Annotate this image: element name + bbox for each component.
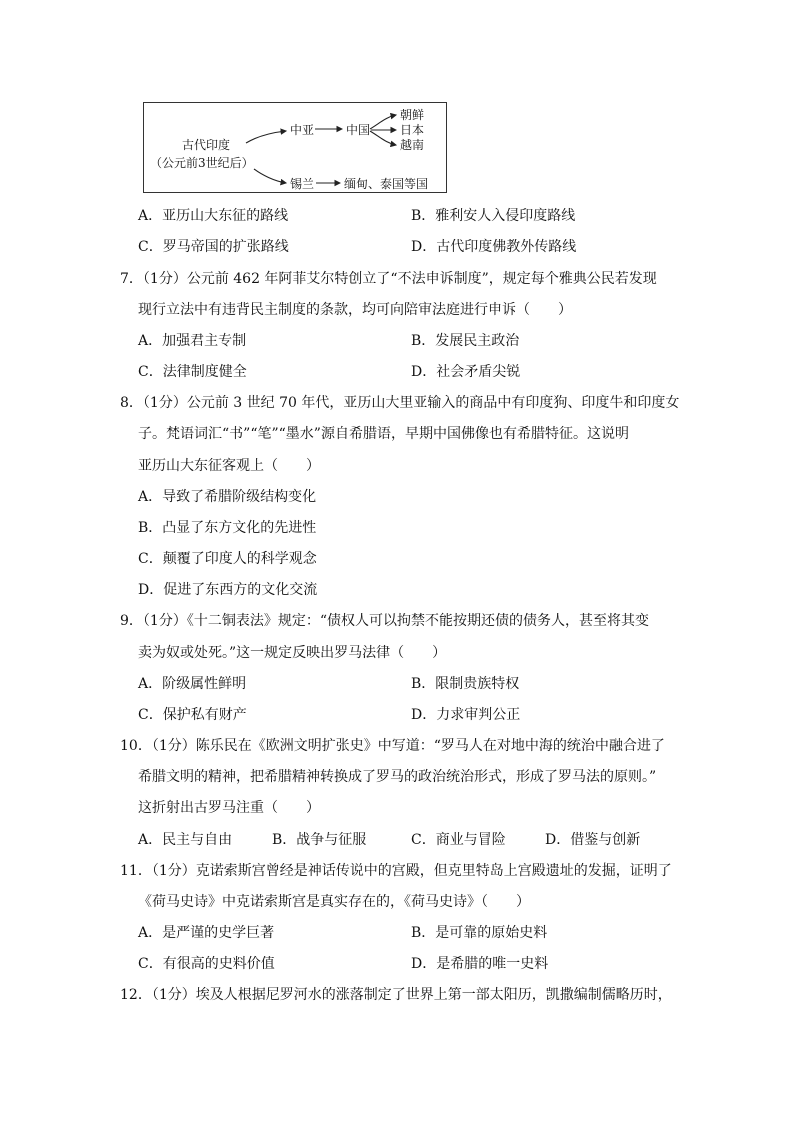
q8-stem-line1: 8．（1分）公元前 3 世纪 70 年代，亚历山大里亚输入的商品中有印度狗、印度牛和印度女: [120, 395, 680, 411]
q7-option-c: C．法律制度健全: [138, 364, 247, 380]
q6-option-c: C．罗马帝国的扩张路线: [138, 239, 289, 255]
diagram-origin-label: 古代印度: [182, 138, 231, 152]
q7-option-d: D．社会矛盾尖锐: [411, 364, 521, 380]
q11-stem-line1: 11．（1分）克诺索斯宫曾经是神话传说中的宫殿，但克里特岛上宫殿遗址的发掘，证明了: [120, 863, 672, 879]
q8-option-a: A．导致了希腊阶级结构变化: [138, 489, 317, 505]
q11-option-a: A．是严谨的史学巨著: [138, 925, 275, 941]
q7-option-b: B．发展民主政治: [411, 333, 520, 349]
q10-option-c: C．商业与冒险: [411, 832, 506, 848]
diagram-ceylon: 锡兰: [290, 177, 315, 191]
q6-option-a: A．亚历山大东征的路线: [138, 208, 289, 224]
diagram-china: 中国: [346, 123, 371, 137]
diagram-southeast: 缅甸、泰国等国: [344, 177, 429, 191]
q9-stem-line1: 9．（1分）《十二铜表法》规定：“债权人可以拘禁不能按期还债的债务人，甚至将其变: [120, 613, 649, 629]
q10-option-a: A．民主与自由: [138, 832, 233, 848]
q8-stem-line2: 子。梵语词汇“书”“笔”“墨水”源自希腊语，早期中国佛像也有希腊特征。这说明: [138, 426, 629, 442]
q9-option-a: A．阶级属性鲜明: [138, 676, 247, 692]
q9-stem-line2: 卖为奴或处死。”这一规定反映出罗马法律（ ）: [138, 645, 447, 661]
q10-stem-line3: 这折射出古罗马注重（ ）: [138, 800, 320, 816]
q7-stem-line1: 7．（1分）公元前 462 年阿菲艾尔特创立了“不法申诉制度”，规定每个雅典公民若发现: [120, 271, 657, 287]
arrow-india-central-asia: [246, 131, 286, 143]
diagram-central-asia: 中亚: [290, 123, 315, 137]
q11-option-d: D．是希腊的唯一史料: [411, 956, 549, 972]
q6-option-d: D．古代印度佛教外传路线: [411, 239, 577, 255]
q10-stem-line2: 希腊文明的精神，把希腊精神转换成了罗马的政治统治形式，形成了罗马法的原则。”: [138, 769, 657, 785]
q10-option-b: B．战争与征服: [272, 832, 367, 848]
diagram-vietnam: 越南: [400, 138, 425, 152]
diagram-japan: 日本: [400, 123, 425, 137]
q8-option-c: C．颠覆了印度人的科学观念: [138, 551, 317, 567]
q9-option-b: B．限制贵族特权: [411, 676, 520, 692]
q7-option-a: A．加强君主专制: [138, 333, 247, 349]
q8-option-b: B．凸显了东方文化的先进性: [138, 520, 317, 536]
spread-route-diagram: [143, 102, 447, 193]
arrow-china-korea: [370, 115, 396, 129]
diagram-korea: 朝鲜: [400, 108, 425, 122]
q9-option-c: C．保护私有财产: [138, 707, 247, 723]
diagram-origin-period: （公元前3世纪后）: [150, 156, 254, 170]
q8-option-d: D．促进了东西方的文化交流: [138, 582, 318, 598]
q11-option-b: B．是可靠的原始史料: [411, 925, 548, 941]
q10-option-d: D．借鉴与创新: [545, 832, 641, 848]
q12-stem-line1: 12．（1分）埃及人根据尼罗河水的涨落制定了世界上第一部太阳历，凯撒编制儒略历时，: [120, 987, 672, 1003]
q11-stem-line2: 《荷马史诗》中克诺索斯宫是真实存在的，《荷马史诗》（ ）: [138, 894, 530, 910]
q9-option-d: D．力求审判公正: [411, 707, 521, 723]
q10-stem-line1: 10．（1分）陈乐民在《欧洲文明扩张史》中写道：“罗马人在对地中海的统治中融合进了: [120, 738, 665, 754]
arrow-india-ceylon: [254, 169, 286, 183]
q7-stem-line2: 现行立法中有违背民主制度的条款，均可向陪审法庭进行申诉（ ）: [138, 302, 572, 318]
arrow-china-vietnam: [370, 131, 396, 145]
q8-stem-line3: 亚历山大东征客观上（ ）: [138, 458, 320, 474]
q11-option-c: C．有很高的史料价值: [138, 956, 275, 972]
q6-option-b: B．雅利安人入侵印度路线: [411, 208, 576, 224]
